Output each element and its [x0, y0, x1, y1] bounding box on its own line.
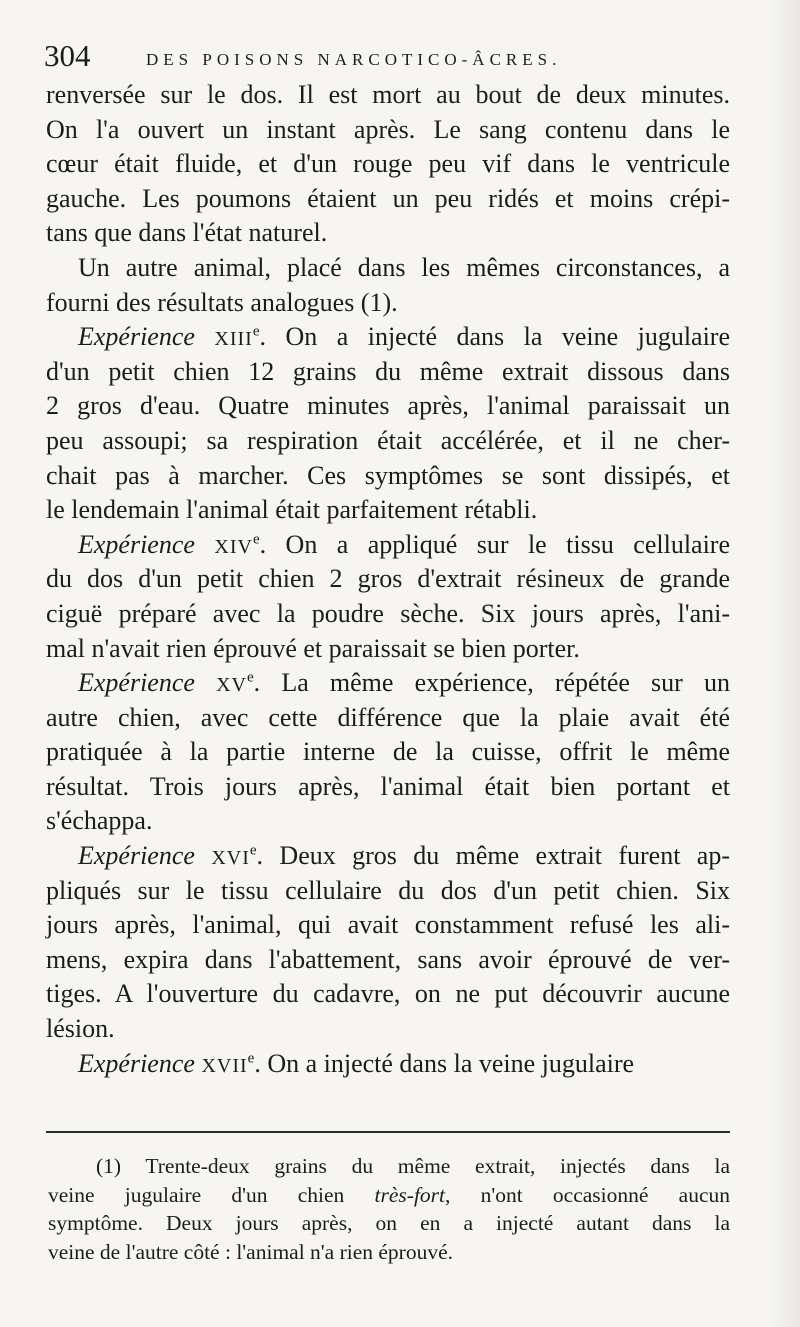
emphasis: très-fort: [374, 1182, 446, 1207]
footnote-line: [48, 1152, 730, 1181]
line-text: cœur était fluide, et d'un rouge peu vif dans le ventricule: [46, 149, 730, 179]
experiment-label: Expérience: [78, 322, 195, 352]
line-text: Un autre animal, placé dans les mêmes circonstances, a: [78, 252, 730, 282]
text-line: [46, 389, 730, 424]
ordinal-suffix: e: [247, 1049, 255, 1066]
text-line: [46, 735, 730, 770]
text-line: [46, 597, 730, 632]
text-line: [46, 113, 730, 148]
experiment-number: XV: [216, 674, 247, 697]
experiment-label: Expérience: [78, 1048, 195, 1078]
text-line: [46, 908, 730, 943]
line-text: peu assoupi; sa respiration était accélérée, et il ne cher-: [46, 425, 730, 455]
line-text: . On a appliqué sur le tissu cellulaire: [259, 529, 731, 559]
text-line: [46, 770, 730, 805]
experiment-number: XVI: [211, 847, 250, 870]
line-text: pliqués sur le tissu cellulaire du dos d'un petit chien. Six: [46, 875, 730, 905]
experiment-number: XIV: [214, 535, 253, 558]
line-text: . La même expérience, répétée sur un: [253, 668, 730, 698]
ordinal-suffix: e: [249, 842, 257, 859]
footnote: [48, 1152, 730, 1266]
line-text: jours après, l'animal, qui avait constamment refusé les ali-: [46, 910, 730, 940]
line-text: le lendemain l'animal était parfaitement rétabli.: [46, 495, 538, 525]
footnote-line: [48, 1209, 730, 1238]
line-text: symptôme. Deux jours après, on en a injecté autant dans la: [48, 1211, 730, 1235]
text-line: [46, 977, 730, 1012]
line-text: pratiquée à la partie interne de la cuisse, offrit le même: [46, 737, 730, 767]
experiment-label: Expérience: [78, 529, 195, 559]
text-line: [46, 528, 730, 563]
text-line: [46, 424, 730, 459]
ordinal-suffix: e: [252, 531, 260, 548]
text-line: [46, 216, 730, 251]
text-line: [46, 632, 730, 667]
ordinal-suffix: e: [247, 669, 254, 686]
text-line: [46, 147, 730, 182]
ordinal-suffix: e: [252, 323, 260, 340]
body-text: [46, 78, 730, 1081]
line-text: résultat. Trois jours après, l'animal était bien portant et: [46, 771, 730, 801]
line-text: 2 gros d'eau. Quatre minutes après, l'animal paraissait un: [46, 391, 730, 421]
line-text: lésion.: [46, 1014, 115, 1044]
footnote-rule: [46, 1131, 730, 1133]
line-text: veine jugulaire d'un chien: [48, 1182, 375, 1207]
text-line: [46, 1012, 730, 1047]
line-text: fourni des résultats analogues (1).: [46, 287, 398, 317]
text-line: [46, 1047, 730, 1082]
text-line: [46, 78, 730, 113]
line-text: autre chien, avec cette différence que la plaie avait été: [46, 702, 730, 732]
line-text: mal n'avait rien éprouvé et paraissait se bien porter.: [46, 633, 580, 663]
line-text: (1) Trente-deux grains du même extrait, injectés dans la: [96, 1154, 730, 1178]
footnote-line: [48, 1181, 730, 1210]
line-text: tans que dans l'état naturel.: [46, 218, 328, 248]
text-line: [46, 874, 730, 909]
text-line: [46, 493, 730, 528]
running-head: DES POISONS NARCOTICO-ÂCRES.: [146, 50, 562, 69]
text-line: [46, 839, 730, 874]
text-line: [46, 286, 730, 321]
line-text: ciguë préparé avec la poudre sèche. Six jours après, l'ani-: [46, 598, 730, 628]
line-text: gauche. Les poumons étaient un peu ridés et moins crépi-: [46, 183, 730, 213]
line-text: mens, expira dans l'abattement, sans avoir éprouvé de ver-: [46, 944, 730, 974]
experiment-label: Expérience: [78, 668, 195, 698]
line-text: On l'a ouvert un instant après. Le sang contenu dans le: [46, 114, 730, 144]
text-line: [46, 459, 730, 494]
line-text: . Deux gros du même extrait furent ap-: [256, 841, 731, 871]
line-text: . On a injecté dans la veine jugulaire: [259, 322, 730, 352]
line-text: chait pas à marcher. Ces symptômes se sont dissipés, et: [46, 460, 730, 490]
line-text: du dos d'un petit chien 2 gros d'extrait résineux de grande: [46, 564, 730, 594]
line-text: renversée sur le dos. Il est mort au bout de deux minutes.: [46, 80, 730, 109]
text-line: [46, 355, 730, 390]
line-text: d'un petit chien 12 grains du même extrait dissous dans: [46, 356, 730, 386]
line-text: veine de l'autre côté : l'animal n'a rien éprouvé.: [48, 1239, 454, 1264]
page-number: 304: [44, 38, 91, 73]
line-text: s'échappa.: [46, 806, 153, 836]
text-line: [46, 666, 730, 701]
text-line: [46, 182, 730, 217]
line-text: . On a injecté dans la veine jugulaire: [254, 1048, 635, 1078]
footnote-line: [48, 1238, 730, 1267]
text-line: [46, 943, 730, 978]
page-header: [44, 36, 744, 76]
text-line: [46, 251, 730, 286]
text-line: [46, 804, 730, 839]
experiment-number: XVII: [201, 1054, 248, 1077]
text-line: [46, 701, 730, 736]
text-line: [46, 562, 730, 597]
experiment-label: Expérience: [78, 841, 195, 871]
line-text: tiges. A l'ouverture du cadavre, on ne put découvrir aucune: [46, 979, 730, 1009]
text-line: [46, 320, 730, 355]
experiment-number: XIII: [214, 328, 253, 351]
line-text: , n'ont occasionné aucun: [445, 1182, 730, 1207]
